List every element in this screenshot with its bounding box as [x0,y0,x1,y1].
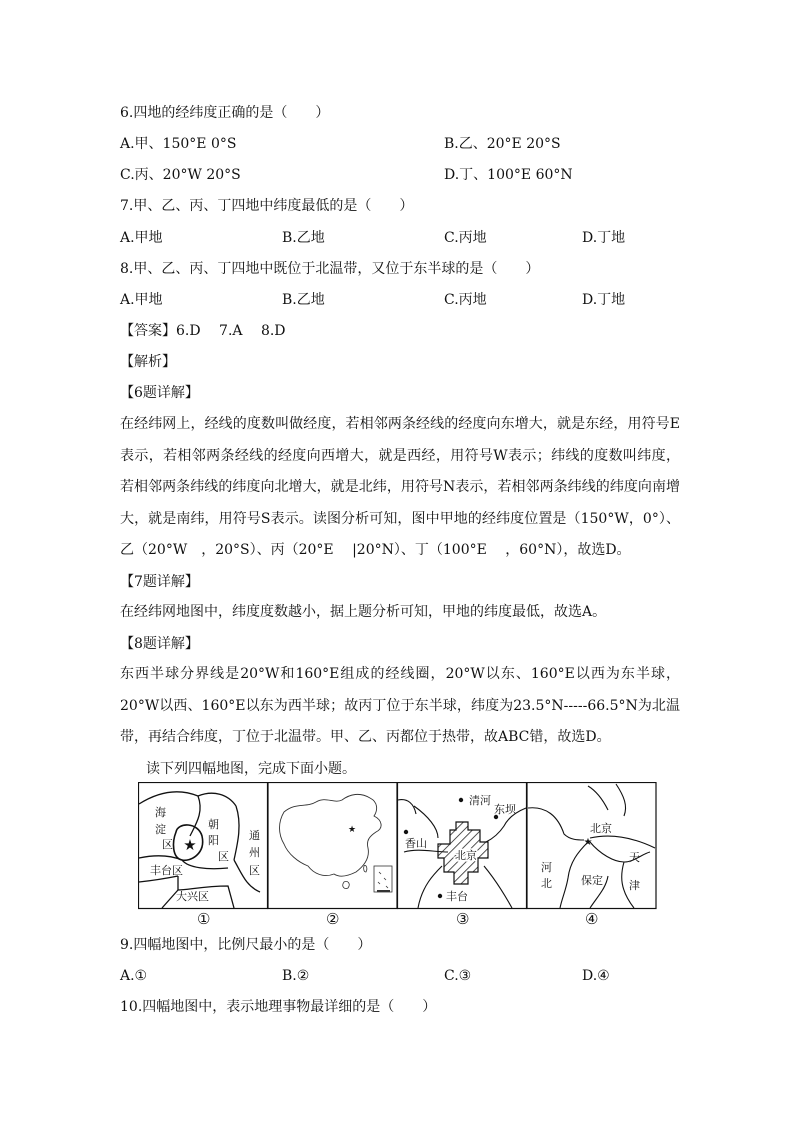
question-6-option-d[interactable]: D.丁、100°E 60°N [444,167,573,183]
detail-8-text: 东西半球分界线是20°W和160°E组成的经线圈，20°W以东、160°E以西为东半球，20°W以西、160°E以东为西半球；故丙丁位于东半球，纬度为23.5°N-----66.5°N为北温带，再结合纬度，丁位于北温带。甲、乙、丙都位于热带，故ABC错，故选D。 [120,666,680,745]
question-9-option-d[interactable]: D.④ [582,968,610,984]
detail-8-heading: 【8题详解】 [120,636,199,652]
question-6-stem: 6.四地的经纬度正确的是（ ） [120,105,330,121]
map-1-label-chaoyang-3: 区 [218,850,229,863]
question-9-option-b[interactable]: B.② [282,968,310,984]
map-1-caption: ① [197,910,211,928]
map-1-label-haidian-2: 淀 [155,823,166,836]
map-1-capital-star: ★ [183,836,197,854]
question-6-option-a[interactable]: A.甲、150°E 0°S [120,136,237,152]
map-1-label-fengtai: 丰台区 [150,864,183,877]
question-9-stem: 9.四幅地图中，比例尺最小的是（ ） [120,937,372,953]
map-4-label-tianjin-1: 天 [629,851,640,864]
detail-6-text: 在经纬网上，经线的度数叫做经度，若相邻两条经线的经度向东增大，就是东经，用符号E表示，若相邻两条经线的经度向西增大，就是西经，用符号W表示；纬线的度数叫纬度，若相邻两条纬线的纬度向北增大，就是北纬，用符号N表示，若相邻两条纬线的纬度向南增大，就是南纬，用符号S表示。读图分析可知，图中甲地的经纬度位置是（150°W，0°）、乙（20°W ，20°S）、丙（20°E |20°N）、丁（100°E ，60°N），故选D。 [120,416,680,558]
map-1-label-haidian-1: 海 [155,806,166,819]
map-3-fengtai-dot [438,894,442,898]
map-1-label-tongzhou-3: 区 [249,864,260,877]
question-7-option-c[interactable]: C.丙地 [444,230,487,246]
map-3-caption: ③ [456,910,470,928]
map-4-label-hebei-2: 北 [541,877,552,890]
map-1-label-chaoyang-1: 朝 [208,818,219,831]
map-1-label-tongzhou-1: 通 [249,829,260,842]
question-6-option-c[interactable]: C.丙、20°W 20°S [120,167,241,183]
map-4-label-baoding: 保定 [581,874,603,887]
map-4-label-beijing: 北京 [590,822,612,835]
four-maps-figure [138,782,658,914]
map-2-frame [268,783,397,909]
map-4-label-tianjin-2: 津 [629,879,640,892]
question-7-option-b[interactable]: B.乙地 [282,230,325,246]
map-3-qinghe-dot [459,798,463,802]
map-3-xiangshan-dot [404,830,408,834]
map-3-label-dongba: 东坝 [494,803,516,816]
question-7-option-d[interactable]: D.丁地 [582,230,626,246]
map-3-label-xiangshan: 香山 [405,837,427,850]
map-1-label-daxing: 大兴区 [176,890,209,903]
map-2-china-outline [280,794,393,892]
maps-intro: 读下列四幅地图，完成下面小题。 [146,761,356,777]
map-3-label-beijing: 北京 [455,849,477,862]
question-10-stem: 10.四幅地图中，表示地理事物最详细的是（ ） [120,999,437,1015]
map-1-label-haidian-3: 区 [162,838,173,851]
question-7-option-a[interactable]: A.甲地 [120,230,163,246]
map-3-label-fengtai: 丰台 [446,890,468,903]
question-8-option-d[interactable]: D.丁地 [582,292,626,308]
question-8-stem: 8.甲、乙、丙、丁四地中既位于北温带，又位于东半球的是（ ） [120,261,540,277]
map-2-capital-star: ★ [347,825,357,835]
question-9-option-a[interactable]: A.① [120,968,148,984]
map-2-caption: ② [326,910,340,928]
question-6-option-b[interactable]: B.乙、20°E 20°S [444,136,561,152]
detail-7-heading: 【7题详解】 [120,574,199,590]
question-9-option-c[interactable]: C.③ [444,968,472,984]
question-7-stem: 7.甲、乙、丙、丁四地中纬度最低的是（ ） [120,198,414,214]
map-4-caption: ④ [585,910,599,928]
question-8-option-a[interactable]: A.甲地 [120,292,163,308]
analysis-heading: 【解析】 [120,354,176,370]
maps-svg [138,782,658,910]
answer-line: 【答案】6.D 7.A 8.D [120,323,286,339]
map-4-capital-star: ★ [583,837,593,848]
question-8-option-b[interactable]: B.乙地 [282,292,325,308]
map-1-label-tongzhou-2: 州 [249,846,260,859]
question-8-option-c[interactable]: C.丙地 [444,292,487,308]
map-4-label-hebei-1: 河 [541,861,552,874]
map-3-label-qinghe: 清河 [469,794,491,807]
detail-6-heading: 【6题详解】 [120,385,199,401]
map-1-label-chaoyang-2: 阳 [208,834,219,847]
detail-7-text: 在经纬网地图中，纬度度数越小，据上题分析可知，甲地的纬度最低，故选A。 [120,604,607,620]
